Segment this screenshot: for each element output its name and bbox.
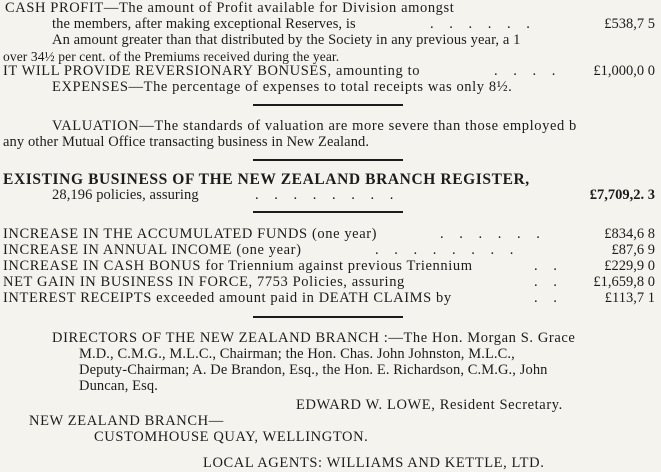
reversionary-line: IT WILL PROVIDE REVERSIONARY BONUSES, amounting to [3, 63, 421, 79]
increase-row-label: INTEREST RECEIPTS exceeded amount paid in DEATH CLAIMS by [3, 290, 452, 306]
increase-row-amount: £1,659,8 0 [593, 274, 655, 290]
increase-row-label: NET GAIN IN BUSINESS IN FORCE, 7753 Policies, assuring [3, 274, 405, 290]
increase-row-dots: . . [534, 274, 563, 290]
existing-business-policies: 28,196 policies, assuring [52, 187, 199, 203]
increase-row-dots: . . . . . . . . [375, 242, 520, 258]
cash-profit-line-1: CASH PROFIT—The amount of Profit available for Division amongst [5, 0, 455, 16]
branch-address: CUSTOMHOUSE QUAY, WELLINGTON. [94, 429, 369, 445]
directors-line-1: DIRECTORS OF THE NEW ZEALAND BRANCH :—The Hon. Morgan S. Grace [52, 330, 576, 346]
reversionary-amount: £1,000,0 0 [593, 63, 655, 79]
increase-row-amount: £834,6 8 [604, 226, 655, 242]
directors-line-2: M.D., C.M.G., M.L.C., Chairman; the Hon. Chas. John Johnston, M.L.C., [79, 346, 515, 362]
increase-row-label: INCREASE IN ANNUAL INCOME (one year) [3, 242, 302, 258]
resident-secretary: EDWARD W. LOWE, Resident Secretary. [296, 397, 563, 413]
increase-row-dots: . . . . . . [440, 226, 546, 242]
existing-business-dots: . . . . . . . . [255, 187, 400, 203]
existing-business-amount: £7,709,2. 3 [589, 187, 655, 203]
reversionary-dots: . . . . [494, 63, 562, 79]
valuation-line-2: any other Mutual Office transacting business in New Zealand. [3, 134, 370, 150]
valuation-line-1: VALUATION—The standards of valuation are more severe than those employed b [52, 118, 577, 134]
increase-row-amount: £87,6 9 [611, 242, 655, 258]
increase-row-amount: £113,7 1 [604, 290, 655, 306]
local-agents: LOCAL AGENTS: WILLIAMS AND KETTLE, LTD. [203, 455, 545, 471]
cash-profit-line-4: over 34½ per cent. of the Premiums received during the year. [3, 49, 340, 64]
cash-profit-dots: . . . . . . [430, 16, 536, 32]
cash-profit-line-3: An amount greater than that distributed by the Society in any previous year, a 1 [52, 32, 521, 48]
section-divider-3 [253, 211, 403, 213]
increase-row-amount: £229,9 0 [604, 258, 655, 274]
increase-row-dots: . . [534, 258, 563, 274]
expenses-line: EXPENSES—The percentage of expenses to total receipts was only 8½. [52, 79, 513, 95]
branch-heading: NEW ZEALAND BRANCH— [29, 413, 224, 429]
cash-profit-line-2: the members, after making exceptional Reserves, is [52, 16, 356, 32]
directors-line-3: Deputy-Chairman; A. De Brandon, Esq., the Hon. E. Richardson, C.M.G., John [79, 362, 548, 378]
section-divider-4 [253, 316, 403, 318]
existing-business-heading: EXISTING BUSINESS OF THE NEW ZEALAND BRANCH REGISTER, [3, 171, 530, 188]
section-divider-2 [253, 159, 403, 161]
increase-row-dots: . . [534, 290, 563, 306]
cash-profit-amount: £538,7 5 [604, 16, 655, 32]
increase-row-label: INCREASE IN CASH BONUS for Triennium against previous Triennium [3, 258, 473, 274]
increase-row-label: INCREASE IN THE ACCUMULATED FUNDS (one year) [3, 226, 378, 242]
directors-line-4: Duncan, Esq. [79, 378, 158, 394]
section-divider-1 [253, 104, 403, 106]
